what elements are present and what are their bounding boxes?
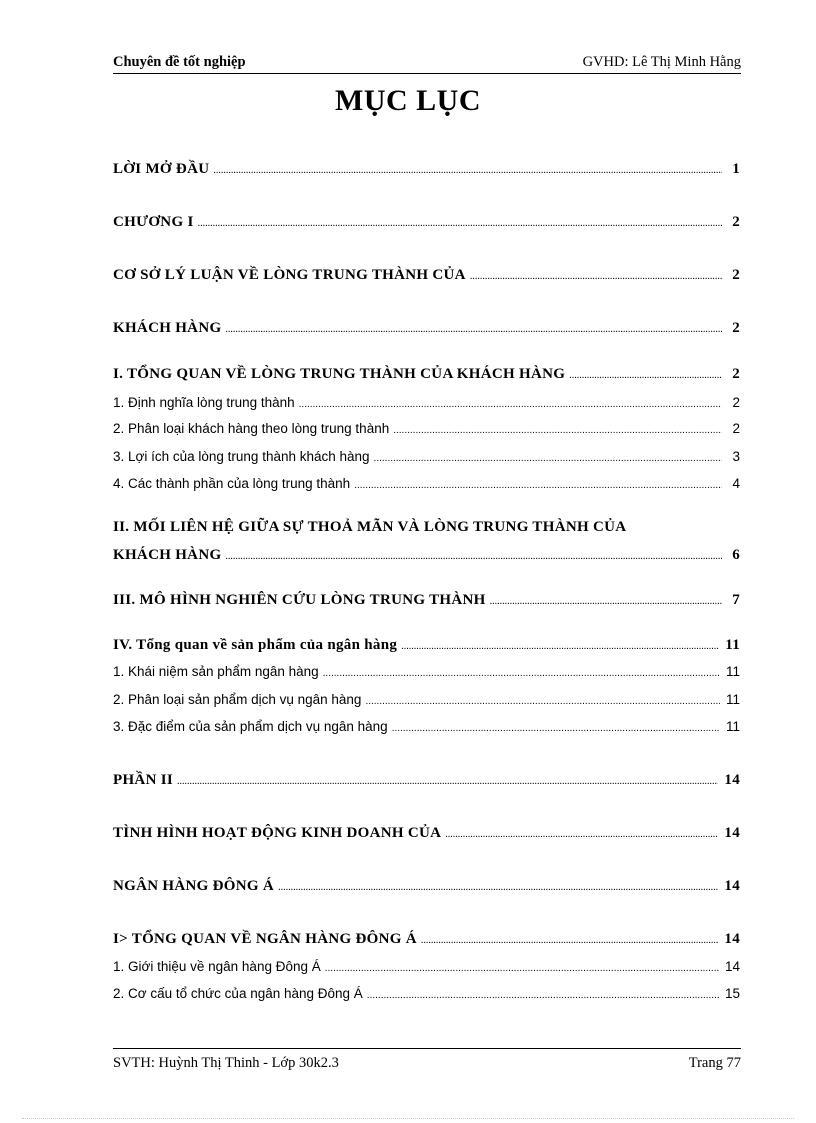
- toc-entry-page: 14: [724, 825, 740, 841]
- toc-entry-label: TÌNH HÌNH HOẠT ĐỘNG KINH DOANH CỦA: [113, 825, 442, 841]
- toc-leader-dots: [421, 931, 719, 948]
- toc-entry-khai-niem[interactable]: [113, 664, 740, 679]
- page-bottom-divider: [22, 1118, 794, 1119]
- toc-leader-dots: [569, 366, 722, 383]
- toc-entry-tong-quan-long-trung-thanh[interactable]: [113, 366, 740, 383]
- toc-entry-label: II. MỐI LIÊN HỆ GIỮA SỰ THOẢ MÃN VÀ LÒNG TRUNG THÀNH CỦA: [113, 519, 627, 535]
- toc-leader-dots: [225, 547, 722, 564]
- toc-entry-moi-lien-he[interactable]: [113, 519, 740, 536]
- footer-page-number: Trang 77: [688, 1055, 741, 1071]
- toc-leader-dots: [299, 395, 722, 410]
- toc-entry-page: 7: [732, 592, 740, 608]
- toc-leader-dots: [392, 719, 720, 734]
- toc-entry-page: 6: [732, 547, 740, 563]
- toc-entry-page: 4: [732, 476, 740, 491]
- toc-entry-label: KHÁCH HÀNG: [113, 547, 222, 563]
- toc-entry-label: I> TỔNG QUAN VỀ NGÂN HÀNG ĐÔNG Á: [113, 931, 417, 947]
- toc-leader-dots: [470, 267, 722, 284]
- toc-entry-page: 2: [732, 267, 740, 283]
- toc-entry-page: 3: [732, 449, 740, 464]
- toc-leader-dots: [393, 421, 722, 436]
- toc-entry-phan-2[interactable]: [113, 772, 740, 789]
- toc-entry-tong-quan-san-pham[interactable]: [113, 637, 740, 654]
- toc-entry-label: LỜI MỞ ĐẦU: [113, 161, 210, 177]
- toc-leader-dots: [490, 592, 722, 609]
- toc-entry-page: 2: [732, 421, 740, 436]
- toc-entry-dac-diem[interactable]: [113, 719, 740, 734]
- toc-leader-dots: [445, 825, 718, 842]
- toc-entry-label: 4. Các thành phần của lòng trung thành: [113, 476, 351, 491]
- toc-entry-page: 11: [725, 664, 740, 679]
- toc-entry-label: 3. Đặc điểm của sản phẩm dịch vụ ngân hàng: [113, 719, 388, 734]
- page-footer: [113, 1048, 741, 1076]
- toc-entry-page: 14: [724, 931, 740, 947]
- toc-entry-cac-thanh-phan[interactable]: [113, 476, 740, 491]
- toc-leader-dots: [323, 664, 720, 679]
- toc-entry-label: 3. Lợi ích của lòng trung thành khách hàng: [113, 449, 370, 464]
- page-title: MỤC LỤC: [335, 84, 481, 117]
- toc-entry-label: PHẦN II: [113, 772, 174, 788]
- toc-leader-dots: [225, 320, 722, 337]
- toc-entry-mo-hinh-nghien-cuu[interactable]: [113, 592, 740, 609]
- toc-entry-khach-hang[interactable]: [113, 320, 740, 337]
- footer-student: SVTH: Huỳnh Thị Thinh - Lớp 30k2.3: [113, 1055, 339, 1071]
- toc-entry-label: 1. Định nghĩa lòng trung thành: [113, 395, 295, 410]
- toc-entry-label: III. MÔ HÌNH NGHIÊN CỨU LÒNG TRUNG THÀNH: [113, 592, 486, 608]
- toc-leader-dots: [278, 878, 718, 895]
- toc-leader-dots: [213, 161, 722, 178]
- toc-entry-loi-mo-dau[interactable]: [113, 161, 740, 178]
- toc-entry-page: 11: [725, 637, 740, 653]
- toc-entry-page: 11: [725, 692, 740, 707]
- toc-entry-loi-ich[interactable]: [113, 449, 740, 464]
- toc-entry-ngan-hang-dong-a[interactable]: [113, 878, 740, 895]
- toc-leader-dots: [365, 692, 720, 707]
- toc-entry-label: 2. Phân loại sản phẩm dịch vụ ngân hàng: [113, 692, 362, 707]
- toc-leader-dots: [401, 637, 719, 654]
- toc-leader-dots: [198, 214, 722, 231]
- toc-entry-page: 2: [732, 395, 740, 410]
- toc-entry-page: 14: [724, 878, 740, 894]
- toc-leader-dots: [354, 476, 722, 491]
- toc-entry-co-cau-to-chuc[interactable]: [113, 986, 740, 1001]
- toc-entry-tong-quan-ngan-hang[interactable]: [113, 931, 740, 948]
- toc-entry-chuong-1[interactable]: [113, 214, 740, 231]
- toc-entry-phan-loai-san-pham[interactable]: [113, 692, 740, 707]
- toc-entry-label: CƠ SỞ LÝ LUẬN VỀ LÒNG TRUNG THÀNH CỦA: [113, 267, 466, 283]
- toc-entry-label: CHƯƠNG I: [113, 214, 194, 230]
- toc-entry-dinh-nghia[interactable]: [113, 395, 740, 410]
- toc-entry-label: 2. Cơ cấu tổ chức của ngân hàng Đông Á: [113, 986, 363, 1001]
- toc-entry-co-so-ly-luan[interactable]: [113, 267, 740, 284]
- toc-entry-page: 2: [732, 214, 740, 230]
- toc-leader-dots: [367, 986, 719, 1001]
- toc-leader-dots: [177, 772, 718, 789]
- toc-leader-dots: [325, 959, 719, 974]
- toc-entry-label: 1. Giới thiệu về ngân hàng Đông Á: [113, 959, 321, 974]
- toc-entry-phan-loai-khach-hang[interactable]: [113, 421, 740, 436]
- toc-entry-page: 1: [732, 161, 740, 177]
- toc-entry-label: KHÁCH HÀNG: [113, 320, 222, 336]
- page-header: [113, 52, 741, 74]
- toc-entry-label: IV. Tổng quan về sản phẩm của ngân hàng: [113, 637, 398, 653]
- toc-entry-tinh-hinh-hoat-dong[interactable]: [113, 825, 740, 842]
- header-doc-type: Chuyên đề tốt nghiệp: [113, 54, 246, 70]
- toc-entry-page: 2: [732, 366, 740, 382]
- toc-entry-page: 11: [725, 719, 740, 734]
- header-advisor: GVHD: Lê Thị Minh Hằng: [582, 54, 741, 70]
- toc-entry-page: 14: [724, 772, 740, 788]
- toc-entry-label: I. TỔNG QUAN VỀ LÒNG TRUNG THÀNH CỦA KHÁCH HÀNG: [113, 366, 566, 382]
- toc-leader-dots: [374, 449, 722, 464]
- toc-entry-gioi-thieu[interactable]: [113, 959, 740, 974]
- toc-entry-label: 1. Khái niệm sản phẩm ngân hàng: [113, 664, 319, 679]
- toc-entry-label: NGÂN HÀNG ĐÔNG Á: [113, 878, 275, 894]
- toc-entry-page: 15: [724, 986, 740, 1001]
- toc-entry-khach-hang-2[interactable]: [113, 547, 740, 564]
- toc-entry-page: 14: [724, 959, 740, 974]
- toc-entry-label: 2. Phân loại khách hàng theo lòng trung thành: [113, 421, 390, 436]
- toc-entry-page: 2: [732, 320, 740, 336]
